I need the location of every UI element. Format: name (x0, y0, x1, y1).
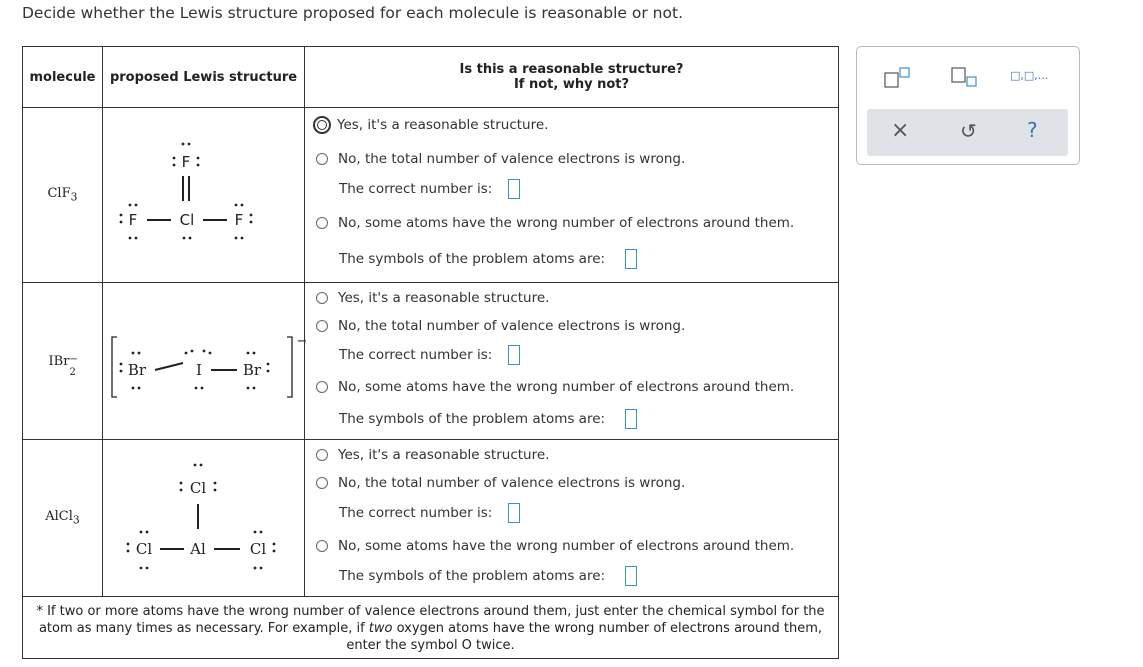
instructions: Decide whether the Lewis structure proposed for each molecule is reasonable or not. (22, 4, 683, 22)
option-yes[interactable]: Yes, it's a reasonable structure. (316, 447, 549, 463)
option-atoms-wrong[interactable]: No, some atoms have the wrong number of electrons around them. (316, 215, 794, 231)
correct-number-row: The correct number is: (339, 179, 520, 199)
answer-options (305, 108, 839, 283)
list-template-button[interactable]: □,□,... (1010, 69, 1049, 82)
problem-atoms-row: The symbols of the problem atoms are: (339, 566, 637, 586)
correct-number-input[interactable] (508, 503, 520, 523)
atom-label-top: Cl (189, 479, 207, 497)
lewis-diagram (103, 108, 305, 282)
molecule-formula: AlCl$_3$ (23, 440, 103, 597)
atom-label-left: Cl (135, 540, 153, 558)
lewis-structure-ibr2 (103, 283, 308, 440)
radio[interactable] (316, 292, 328, 304)
toolbox-actions (867, 109, 1068, 156)
radio[interactable] (316, 477, 328, 489)
option-yes[interactable]: Yes, it's a reasonable structure. (316, 290, 549, 306)
close-icon[interactable]: × (891, 118, 910, 143)
problem-atoms-row: The symbols of the problem atoms are: (339, 409, 637, 429)
table-row (23, 108, 839, 283)
option-yes[interactable]: Yes, it's a reasonable structure. (316, 116, 548, 134)
header-question-line2: If not, why not? (513, 77, 630, 92)
subscript-template-button[interactable] (951, 67, 981, 93)
lewis-diagram (103, 283, 308, 439)
header-molecule: molecule (23, 47, 103, 108)
problem-atoms-row: The symbols of the problem atoms are: (339, 249, 637, 269)
radio[interactable] (316, 540, 328, 552)
answer-options (305, 283, 839, 440)
radio[interactable] (316, 320, 328, 332)
atom-label-right: F (234, 211, 244, 229)
header-question-line1: Is this a reasonable structure? (459, 62, 684, 77)
radio[interactable] (316, 381, 328, 393)
option-atoms-wrong[interactable]: No, some atoms have the wrong number of electrons around them. (316, 379, 794, 395)
atom-label-right: Br (242, 361, 262, 379)
question-table (22, 46, 839, 659)
answer-toolbox (856, 46, 1080, 165)
option-valence-wrong[interactable]: No, the total number of valence electrons is wrong. (316, 318, 685, 334)
atom-label-center: Cl (179, 211, 195, 229)
header-question (305, 47, 839, 108)
correct-number-input[interactable] (508, 179, 520, 199)
radio[interactable] (316, 449, 328, 461)
problem-atoms-input[interactable] (625, 566, 637, 586)
atom-label-center: I (196, 361, 202, 379)
molecule-formula: ClF$_3$ (23, 108, 103, 283)
correct-number-row: The correct number is: (339, 503, 520, 523)
lewis-structure-alcl3 (103, 440, 305, 597)
atom-label-top: F (181, 153, 191, 171)
option-valence-wrong[interactable]: No, the total number of valence electrons is wrong. (316, 475, 685, 491)
lewis-structure-clf3 (103, 108, 305, 283)
radio-selected[interactable] (313, 116, 331, 134)
superscript-template-button[interactable] (884, 67, 914, 93)
subscript-icon (951, 67, 981, 89)
superscript-icon (884, 67, 914, 89)
atom-label-left: F (128, 211, 138, 229)
radio[interactable] (316, 153, 328, 165)
option-atoms-wrong[interactable]: No, some atoms have the wrong number of electrons around them. (316, 538, 794, 554)
charge-label: − (296, 334, 308, 349)
correct-number-row: The correct number is: (339, 345, 520, 365)
option-valence-wrong[interactable]: No, the total number of valence electrons is wrong. (316, 151, 685, 167)
header-structure: proposed Lewis structure (103, 47, 305, 108)
atom-label-left: Br (127, 361, 147, 379)
radio[interactable] (316, 217, 328, 229)
atom-label-center: Al (190, 540, 206, 558)
correct-number-input[interactable] (508, 345, 520, 365)
table-header (23, 47, 839, 108)
undo-icon[interactable]: ↺ (960, 119, 977, 143)
footnote: * If two or more atoms have the wrong number of valence electrons around them, just enter the chemical symbol for the atom as many times as necessary. For example, if two oxygen atoms have the wrong number of electrons around them, enter the symbol O twice. (23, 597, 839, 659)
answer-options (305, 440, 839, 597)
table-row (23, 283, 839, 440)
problem-atoms-input[interactable] (625, 409, 637, 429)
molecule-formula: IBr − 2 (23, 283, 103, 440)
problem-atoms-input[interactable] (625, 249, 637, 269)
help-icon[interactable]: ? (1027, 118, 1038, 142)
lewis-diagram (103, 440, 305, 596)
atom-label-right: Cl (249, 540, 267, 558)
footnote-row (23, 597, 839, 659)
table-row (23, 440, 839, 597)
